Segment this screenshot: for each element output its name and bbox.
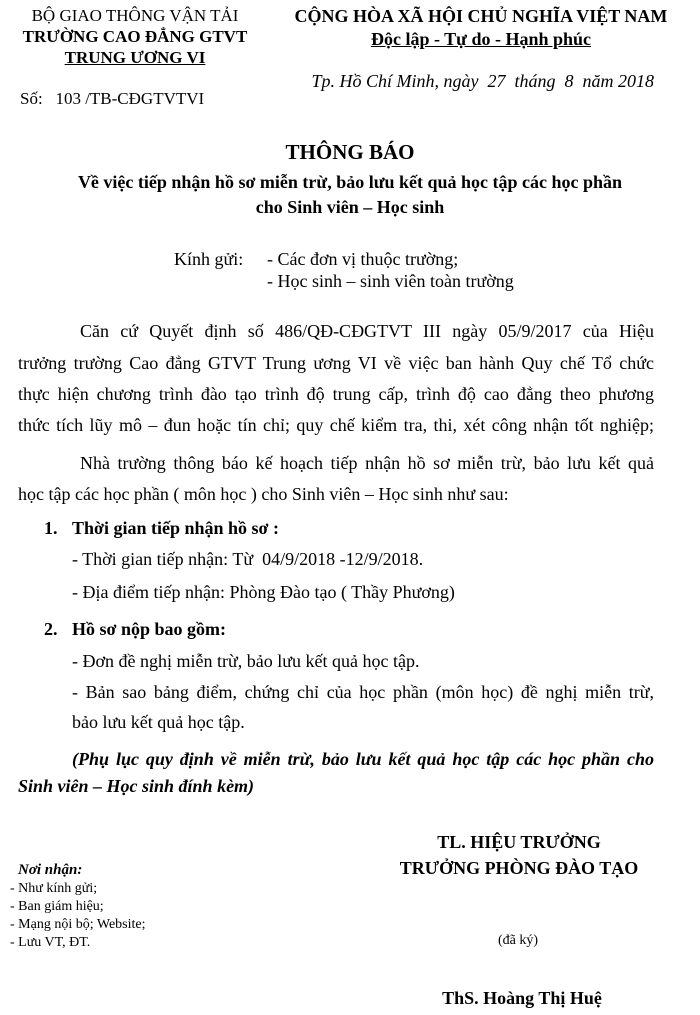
addressee-item: - Các đơn vị thuộc trường; <box>267 249 459 269</box>
section-2-item: bảo lưu kết quả học tập. <box>72 712 245 732</box>
national-motto <box>282 29 680 50</box>
recipients-item: - Như kính gửi; <box>10 881 98 896</box>
addressee-label: Kính gửi: <box>174 249 244 269</box>
addressee-item: - Học sinh – sinh viên toàn trường <box>267 271 514 291</box>
ministry-name: BỘ GIAO THÔNG VẬN TẢI <box>31 6 239 25</box>
school-name-line2-text: TRUNG ƯƠNG VI <box>64 48 206 67</box>
section-1-item: - Thời gian tiếp nhận: Từ 04/9/2018 -12/9/2018. <box>72 549 424 569</box>
document-subject-line1: Về việc tiếp nhận hồ sơ miễn trừ, bảo lưu kết quả học tập các học phần <box>77 172 623 192</box>
national-motto-text: Độc lập - Tự do - Hạnh phúc <box>370 29 592 49</box>
signed-note: (đã ký) <box>497 933 539 948</box>
section-2-item: - Đơn đề nghị miễn trừ, bảo lưu kết quả học tập. <box>72 651 420 671</box>
section-2-heading: Hồ sơ nộp bao gồm: <box>72 619 226 639</box>
appendix-note-line2: Sinh viên – Học sinh đính kèm) <box>18 776 255 796</box>
signer-name: ThS. Hoàng Thị Huệ <box>442 988 602 1008</box>
document-number <box>20 89 204 109</box>
section-2-number: 2. <box>44 619 58 639</box>
section-1-heading: Thời gian tiếp nhận hồ sơ : <box>72 518 279 538</box>
signature-title-line2: TRƯỞNG PHÒNG ĐÀO TẠO <box>399 858 639 878</box>
document-subject-line2: cho Sinh viên – Học sinh <box>255 197 445 217</box>
recipients-label: Nơi nhận: <box>18 862 83 878</box>
section-1-number: 1. <box>44 518 58 538</box>
school-name-line2 <box>0 48 270 68</box>
paragraph-2-line: học tập các học phần ( môn học ) cho Sinh viên – Học sinh như sau: <box>18 484 509 504</box>
nation-name: CỘNG HÒA XÃ HỘI CHỦ NGHĨA VIỆT NAM <box>294 6 668 26</box>
signature-title-line1: TL. HIỆU TRƯỞNG <box>437 832 601 852</box>
recipients-item: - Ban giám hiệu; <box>10 899 104 914</box>
paragraph-2-line: Nhà trường thông báo kế hoạch tiếp nhận hồ sơ miễn trừ, bảo lưu kết quả <box>80 453 654 473</box>
document-number-suffix: /TB-CĐGTVTVI <box>85 89 205 108</box>
document-title: THÔNG BÁO <box>285 140 415 164</box>
paragraph-1-line: thực hiện chương trình đào tạo trình độ trung cấp, trình độ cao đẳng theo phương <box>18 384 654 404</box>
paragraph-1-line: thức tích lũy mô – đun hoặc tín chỉ; quy chế kiểm tra, thi, xét công nhận tốt nghiệp; <box>18 415 654 435</box>
document-number-value: 103 <box>55 89 81 108</box>
school-name-line1: TRƯỜNG CAO ĐẲNG GTVT <box>22 27 248 46</box>
section-2-item: - Bản sao bảng điểm, chứng chỉ của học phần (môn học) đề nghị miễn trừ, <box>72 682 654 702</box>
appendix-note-line1: (Phụ lục quy định về miễn trừ, bảo lưu kết quả học tập các học phần cho <box>72 749 654 769</box>
document-number-label: Số: <box>20 89 43 108</box>
recipients-item: - Lưu VT, ĐT. <box>10 935 91 950</box>
recipients-item: - Mạng nội bộ; Website; <box>10 917 146 932</box>
section-1-item: - Địa điểm tiếp nhận: Phòng Đào tạo ( Thầy Phương) <box>72 582 455 602</box>
place-date: Tp. Hồ Chí Minh, ngày 27 tháng 8 năm 2018 <box>311 71 654 91</box>
paragraph-1-line: trưởng trường Cao đẳng GTVT Trung ương VI về việc ban hành Quy chế Tổ chức <box>18 353 654 373</box>
paragraph-1-line: Căn cứ Quyết định số 486/QĐ-CĐGTVT III ngày 05/9/2017 của Hiệu <box>80 321 654 341</box>
